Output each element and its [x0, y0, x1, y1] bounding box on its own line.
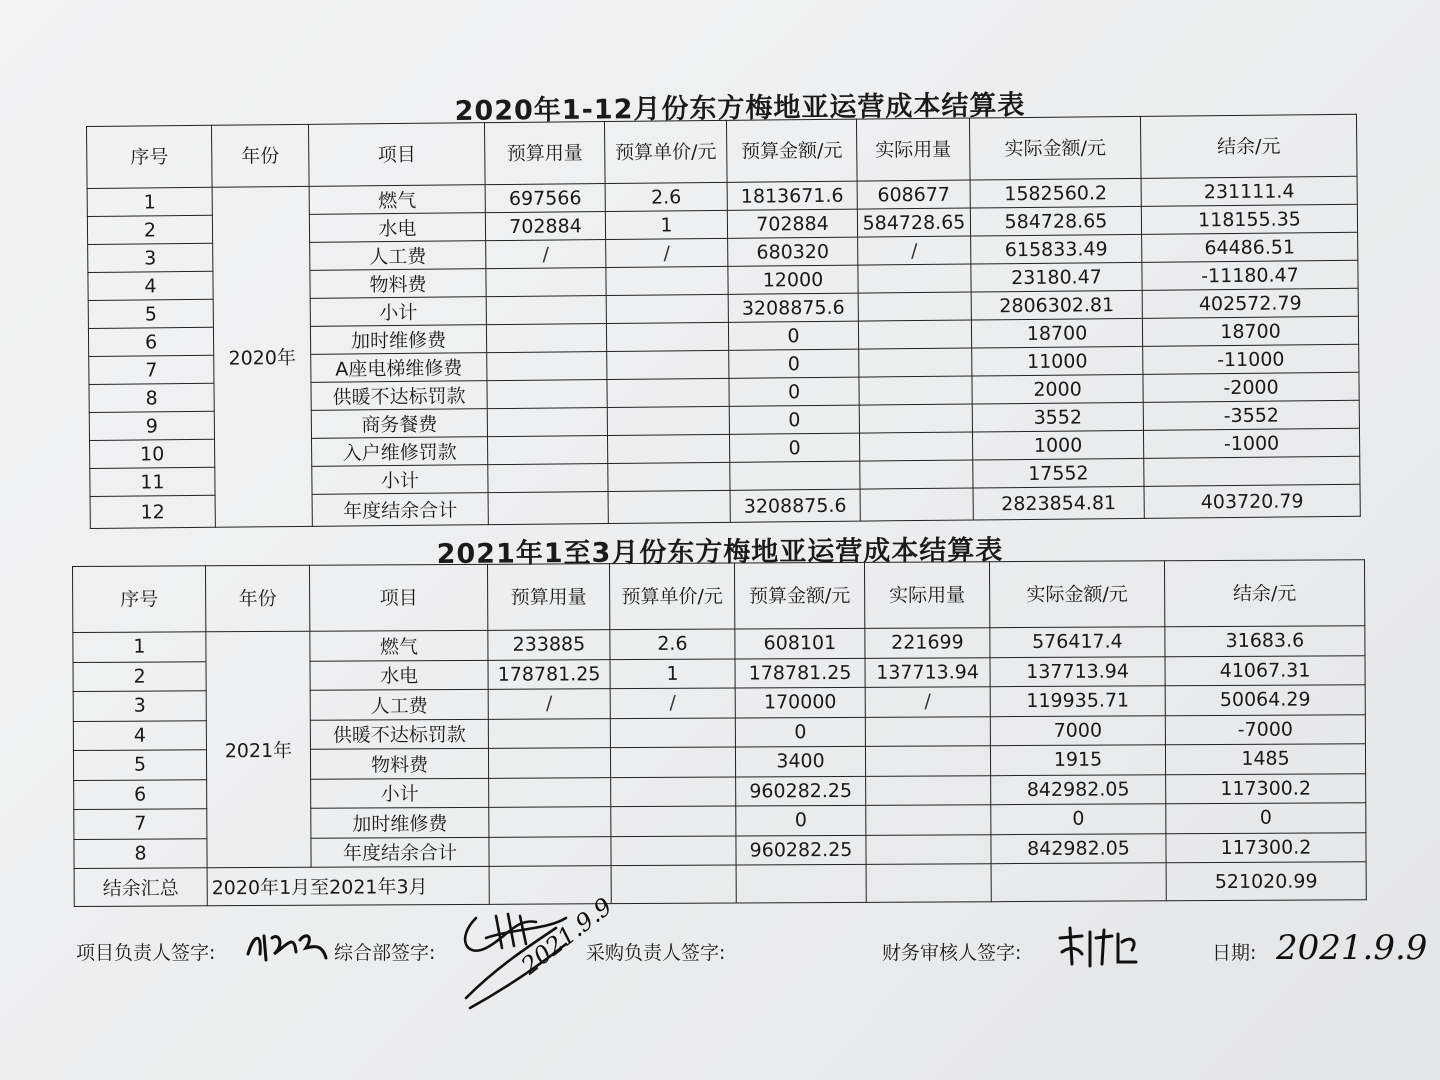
actual-amount: 137713.94 — [990, 656, 1165, 686]
balance: -11180.47 — [1142, 260, 1358, 290]
balance: 402572.79 — [1142, 288, 1358, 318]
budget-amount: 0 — [729, 349, 859, 378]
signature-scribble-icon — [1056, 924, 1146, 970]
unit-price — [610, 718, 735, 748]
actual-amount: 17552 — [973, 458, 1144, 488]
actual-amount: 1582560.2 — [970, 178, 1141, 208]
actual-amount: 842982.05 — [991, 774, 1166, 804]
row-number: 3 — [73, 691, 206, 721]
budget-amount: 960282.25 — [736, 776, 866, 806]
project-lead-label: 项目负责人签字: — [76, 942, 216, 964]
actual-qty: 584728.65 — [857, 208, 970, 237]
budget-qty: 178781.25 — [488, 659, 610, 689]
actual-amount: 7000 — [990, 715, 1165, 745]
actual-qty — [859, 404, 972, 433]
item-name: 水电 — [310, 660, 488, 690]
actual-qty: 137713.94 — [865, 657, 990, 687]
budget-amount: 3400 — [735, 746, 865, 776]
item-name: 商务餐费 — [311, 409, 487, 439]
unit-price: 2.6 — [605, 182, 727, 211]
budget-amount: 0 — [729, 433, 859, 462]
budget-qty — [488, 436, 608, 465]
actual-amount: 0 — [991, 804, 1166, 834]
budget-amount: 608101 — [735, 628, 865, 658]
actual-amount: 2806302.81 — [971, 290, 1142, 320]
budget-amount — [730, 461, 860, 490]
row-number: 12 — [90, 495, 215, 528]
empty-cell — [866, 864, 991, 903]
budget-amount: 170000 — [735, 687, 865, 717]
signature-footer — [76, 892, 1428, 981]
summary-period: 2020年1月至2021年3月 — [207, 866, 489, 905]
actual-qty: / — [865, 687, 990, 717]
actual-qty — [858, 320, 971, 349]
budget-qty: 702884 — [485, 212, 605, 241]
row-number: 7 — [74, 809, 207, 839]
header-balance: 结余/元 — [1164, 560, 1364, 627]
row-number: 1 — [87, 187, 212, 216]
actual-qty — [859, 376, 972, 405]
general-dept-signature-date: 2021.9.9 — [516, 892, 618, 981]
actual-amount: 842982.05 — [991, 833, 1166, 863]
header-actual-amt: 实际金额/元 — [969, 116, 1141, 180]
budget-qty — [486, 296, 606, 325]
row-number: 7 — [89, 355, 214, 384]
unit-price — [610, 747, 735, 777]
actual-amount: 23180.47 — [971, 262, 1142, 292]
header-year: 年份 — [211, 124, 309, 187]
balance: -11000 — [1143, 344, 1359, 374]
balance: 50064.29 — [1165, 685, 1365, 716]
unit-price: 1 — [610, 659, 735, 689]
row-number: 1 — [73, 632, 206, 662]
date-value: 2021.9.9 — [1276, 928, 1428, 968]
actual-amount: 584728.65 — [970, 206, 1141, 236]
budget-qty: 697566 — [485, 184, 605, 213]
purchasing-lead-label: 采购负责人签字: — [586, 942, 726, 964]
item-name: 供暖不达标罚款 — [310, 719, 488, 749]
row-number: 11 — [90, 467, 215, 496]
budget-qty — [488, 718, 610, 748]
item-name: 水电 — [309, 213, 485, 243]
item-name: 供暖不达标罚款 — [311, 381, 487, 411]
budget-qty — [487, 408, 607, 437]
actual-qty — [859, 432, 972, 461]
header-unit-price: 预算单价/元 — [609, 563, 734, 630]
cost-table-2021 — [72, 559, 1367, 907]
budget-amount: 1813671.6 — [727, 181, 857, 210]
budget-amount: 3208875.6 — [730, 489, 860, 522]
budget-amount: 12000 — [728, 265, 858, 294]
actual-qty: 608677 — [857, 180, 970, 209]
balance: -2000 — [1143, 372, 1359, 402]
item-name: 年度结余合计 — [311, 837, 489, 867]
unit-price — [611, 777, 736, 807]
budget-qty — [488, 748, 610, 778]
row-number: 6 — [88, 327, 213, 356]
unit-price — [607, 406, 729, 435]
budget-amount: 0 — [729, 405, 859, 434]
unit-price: 1 — [605, 210, 727, 239]
general-dept-label: 综合部签字: — [334, 942, 436, 964]
actual-qty — [860, 460, 973, 489]
budget-amount: 0 — [729, 377, 859, 406]
header-budget-amt: 预算金额/元 — [734, 562, 864, 629]
actual-qty — [866, 834, 991, 864]
actual-amount: 1915 — [990, 745, 1165, 775]
budget-amount: 702884 — [727, 209, 857, 238]
item-name: 小计 — [310, 297, 486, 327]
balance: 0 — [1166, 803, 1366, 834]
budget-qty — [487, 380, 607, 409]
budget-qty: 233885 — [488, 630, 610, 660]
summary-row — [74, 862, 1366, 907]
table2-title: 2021年1至3月份东方梅地亚运营成本结算表 — [436, 535, 1004, 570]
budget-qty — [488, 492, 608, 525]
actual-amount: 18700 — [971, 318, 1142, 348]
balance: -3552 — [1143, 400, 1359, 430]
budget-amount: 0 — [728, 321, 858, 350]
budget-qty — [487, 352, 607, 381]
budget-amount: 0 — [735, 717, 865, 747]
item-name: 燃气 — [309, 185, 485, 215]
date-label: 日期: — [1212, 942, 1257, 964]
unit-price — [607, 378, 729, 407]
header-no: 序号 — [87, 125, 213, 188]
row-number: 8 — [74, 838, 207, 868]
item-name: 年度结余合计 — [312, 493, 488, 527]
row-number: 2 — [87, 215, 212, 244]
unit-price: / — [610, 688, 735, 718]
actual-qty — [859, 348, 972, 377]
item-name: 小计 — [311, 778, 489, 808]
unit-price — [611, 806, 736, 836]
unit-price — [608, 462, 730, 491]
balance: 403720.79 — [1144, 484, 1360, 518]
row-number: 4 — [88, 271, 213, 300]
actual-qty: 221699 — [865, 628, 990, 658]
actual-amount: 1000 — [972, 430, 1143, 460]
header-year: 年份 — [206, 565, 310, 632]
actual-qty — [866, 805, 991, 835]
header-budget-qty: 预算用量 — [487, 564, 609, 631]
actual-amount: 615833.49 — [971, 234, 1142, 264]
unit-price — [607, 350, 729, 379]
finance-audit-label: 财务审核人签字: — [882, 942, 1022, 964]
project-lead-signature — [244, 924, 330, 977]
budget-qty — [489, 777, 611, 807]
item-name: 入户维修罚款 — [312, 437, 488, 467]
row-number: 8 — [89, 383, 214, 412]
budget-qty: / — [486, 240, 606, 269]
item-name: 加时维修费 — [311, 807, 489, 837]
budget-amount: 0 — [736, 805, 866, 835]
row-number: 5 — [88, 299, 213, 328]
budget-qty — [486, 268, 606, 297]
header-actual-qty: 实际用量 — [864, 562, 989, 629]
actual-amount: 2823854.81 — [973, 486, 1144, 520]
table1-title: 2020年1-12月份东方梅地亚运营成本结算表 — [454, 90, 1026, 127]
actual-amount: 576417.4 — [990, 627, 1165, 657]
balance: 31683.6 — [1165, 626, 1365, 657]
unit-price — [606, 266, 728, 295]
actual-amount: 3552 — [972, 402, 1143, 432]
actual-amount: 2000 — [972, 374, 1143, 404]
year-cell: 2020年 — [212, 186, 312, 527]
budget-amount: 680320 — [728, 237, 858, 266]
empty-cell — [611, 865, 736, 904]
summary-balance: 521020.99 — [1166, 862, 1366, 901]
actual-qty: / — [858, 236, 971, 265]
budget-amount: 3208875.6 — [728, 293, 858, 322]
item-name: 燃气 — [310, 630, 488, 660]
empty-cell — [991, 863, 1166, 902]
balance: -1000 — [1143, 428, 1359, 458]
item-name: A座电梯维修费 — [311, 353, 487, 383]
item-name: 物料费 — [310, 269, 486, 299]
header-unit-price: 预算单价/元 — [604, 120, 727, 183]
actual-amount: 11000 — [972, 346, 1143, 376]
budget-amount: 178781.25 — [735, 658, 865, 688]
budget-qty — [489, 836, 611, 866]
actual-qty — [865, 746, 990, 776]
budget-qty: / — [488, 689, 610, 719]
item-name: 加时维修费 — [310, 325, 486, 355]
row-number: 6 — [74, 779, 207, 809]
actual-qty — [865, 716, 990, 746]
header-budget-amt: 预算金额/元 — [726, 119, 857, 182]
row-number: 9 — [89, 411, 214, 440]
table-header-row — [73, 560, 1365, 633]
actual-amount: 119935.71 — [990, 686, 1165, 716]
balance: 1485 — [1165, 744, 1365, 775]
balance: 64486.51 — [1142, 232, 1358, 262]
row-number: 10 — [90, 439, 215, 468]
budget-amount: 960282.25 — [736, 835, 866, 865]
row-number: 3 — [88, 243, 213, 272]
balance: 117300.2 — [1166, 773, 1366, 804]
finance-audit-signature — [1056, 924, 1146, 979]
unit-price — [607, 434, 729, 463]
summary-label: 结余汇总 — [74, 868, 207, 907]
balance: 18700 — [1142, 316, 1358, 346]
header-balance: 结余/元 — [1140, 114, 1357, 178]
balance: -7000 — [1165, 714, 1365, 745]
item-name: 物料费 — [310, 748, 488, 778]
signature-scribble-icon — [244, 924, 330, 968]
budget-qty — [488, 464, 608, 493]
unit-price — [611, 836, 736, 866]
balance: 117300.2 — [1166, 832, 1366, 863]
budget-qty — [489, 807, 611, 837]
balance: 118155.35 — [1141, 204, 1357, 234]
budget-qty — [486, 324, 606, 353]
balance: 231111.4 — [1141, 176, 1357, 206]
cost-table-2020 — [86, 114, 1361, 529]
row-number: 4 — [73, 720, 206, 750]
actual-qty — [858, 264, 971, 293]
header-item: 项目 — [308, 123, 485, 187]
header-actual-amt: 实际金额/元 — [989, 561, 1164, 628]
item-name: 小计 — [312, 465, 488, 495]
actual-qty — [858, 292, 971, 321]
item-name: 人工费 — [310, 689, 488, 719]
empty-cell — [736, 864, 866, 903]
unit-price: / — [606, 238, 728, 267]
year-cell: 2021年 — [206, 631, 311, 868]
header-actual-qty: 实际用量 — [856, 118, 970, 181]
item-name: 人工费 — [310, 241, 486, 271]
actual-qty — [860, 488, 973, 521]
row-number: 2 — [73, 661, 206, 691]
unit-price — [606, 322, 728, 351]
header-item: 项目 — [309, 564, 487, 631]
unit-price — [606, 294, 728, 323]
actual-qty — [866, 775, 991, 805]
row-number: 5 — [73, 750, 206, 780]
unit-price — [608, 490, 730, 523]
header-no: 序号 — [73, 566, 206, 633]
balance: 41067.31 — [1165, 655, 1365, 686]
header-budget-qty: 预算用量 — [484, 122, 605, 185]
unit-price: 2.6 — [610, 629, 735, 659]
balance — [1144, 456, 1360, 486]
